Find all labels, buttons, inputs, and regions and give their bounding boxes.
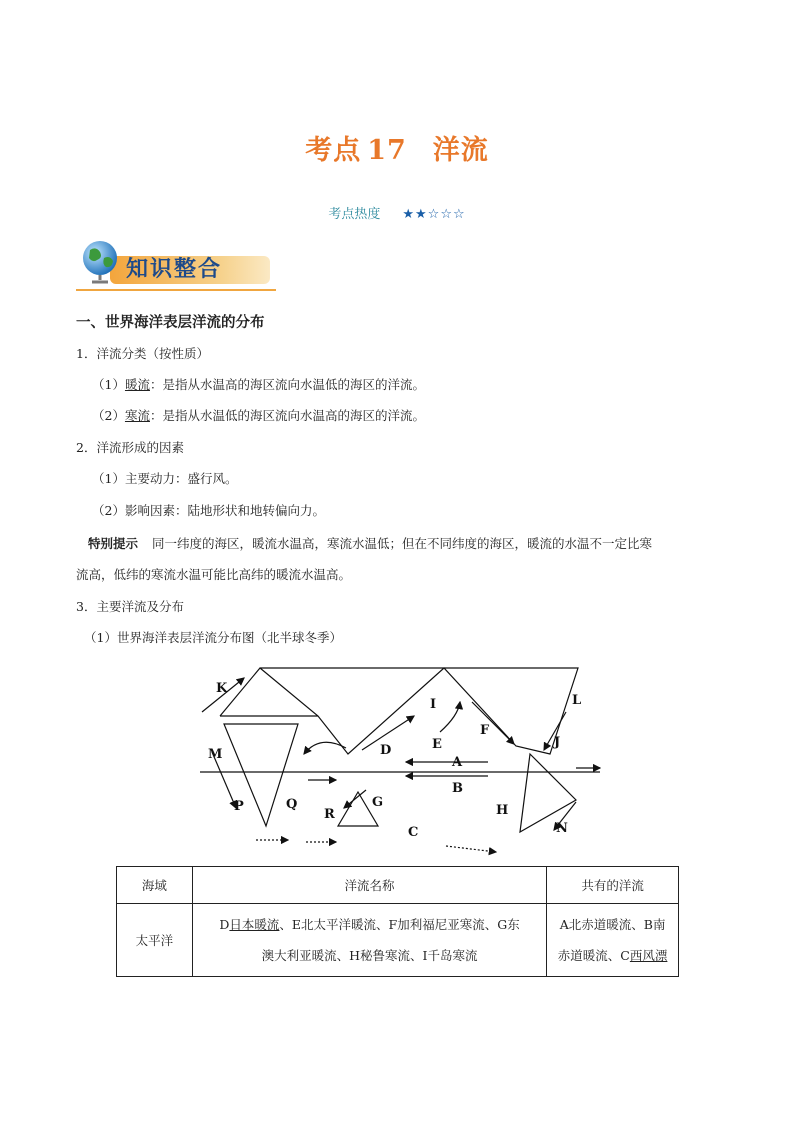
label-K: K [216, 681, 228, 696]
item-2-b: （2）影响因素：陆地形状和地转偏向力。 [92, 503, 325, 518]
ocean-current-diagram [196, 662, 608, 862]
label-R: R [324, 807, 335, 822]
label-B: B [452, 781, 463, 796]
table-header-cell: 海域 [117, 867, 193, 904]
tip-line-2: 流高，低纬的寒流水温可能比高纬的暖流水温高。 [76, 567, 352, 582]
current-C-3 [446, 846, 496, 852]
label-A: A [452, 755, 463, 770]
table-header-row [117, 867, 679, 904]
north-continent-outline [220, 668, 578, 754]
label-H: H [496, 803, 509, 818]
ocean-currents-table [116, 866, 679, 977]
tip-label: 特别提示 [88, 536, 139, 551]
label-M: M [208, 747, 223, 762]
tip-line-1: 特别提示 同一纬度的海区，暖流水温高，寒流水温低；但在不同纬度的海区，暖流的水温不一定比寒 [88, 536, 653, 551]
region-cell: 太平洋 [117, 904, 193, 977]
heat-label: 考点热度 [328, 207, 381, 222]
page-title: 考点 17 洋流 [305, 135, 489, 166]
label-I: I [430, 697, 437, 712]
current-F [472, 702, 514, 744]
item-3: 3．主要洋流及分布 [76, 599, 184, 614]
label-J: J [554, 735, 561, 750]
label-L: L [572, 693, 582, 708]
label-P: P [234, 799, 244, 814]
section-banner [76, 238, 274, 290]
item-1-b: （2）寒流：是指从水温低的海区流向水温高的海区的洋流。 [92, 408, 425, 423]
item-3-a: （1）世界海洋表层洋流分布图（北半球冬季） [84, 630, 342, 645]
table-header-cell: 共有的洋流 [547, 867, 679, 904]
section-heading: 一、世界海洋表层洋流的分布 [76, 315, 265, 331]
label-G: G [372, 795, 384, 810]
banner-label: 知识整合 [126, 257, 223, 282]
banner-underline [76, 289, 276, 291]
item-2: 2．洋流形成的因素 [76, 440, 184, 455]
current-I [440, 702, 460, 732]
item-1: 1．洋流分类（按性质） [76, 346, 209, 361]
label-F: F [480, 723, 490, 738]
heat-stars: ★★☆☆☆ [402, 207, 466, 222]
label-D: D [380, 743, 392, 758]
heat-rating [0, 203, 794, 222]
item-2-a: （1）主要动力：盛行风。 [92, 471, 238, 486]
table-header-cell: 洋流名称 [192, 867, 546, 904]
table-row [117, 904, 679, 977]
shared-currents-cell: A北赤道暖流、B南 赤道暖流、C西风漂 [547, 904, 679, 977]
item-1-a: （1）暖流：是指从水温高的海区流向水温低的海区的洋流。 [92, 377, 425, 392]
label-E: E [432, 737, 442, 752]
label-C: C [408, 825, 419, 840]
globe-icon [78, 238, 126, 286]
current-names-cell: D日本暖流、E北太平洋暖流、F加利福尼亚寒流、G东 澳大利亚暖流、H秘鲁寒流、I千岛寒流 [192, 904, 546, 977]
label-N: N [556, 821, 568, 836]
label-Q: Q [286, 797, 298, 812]
